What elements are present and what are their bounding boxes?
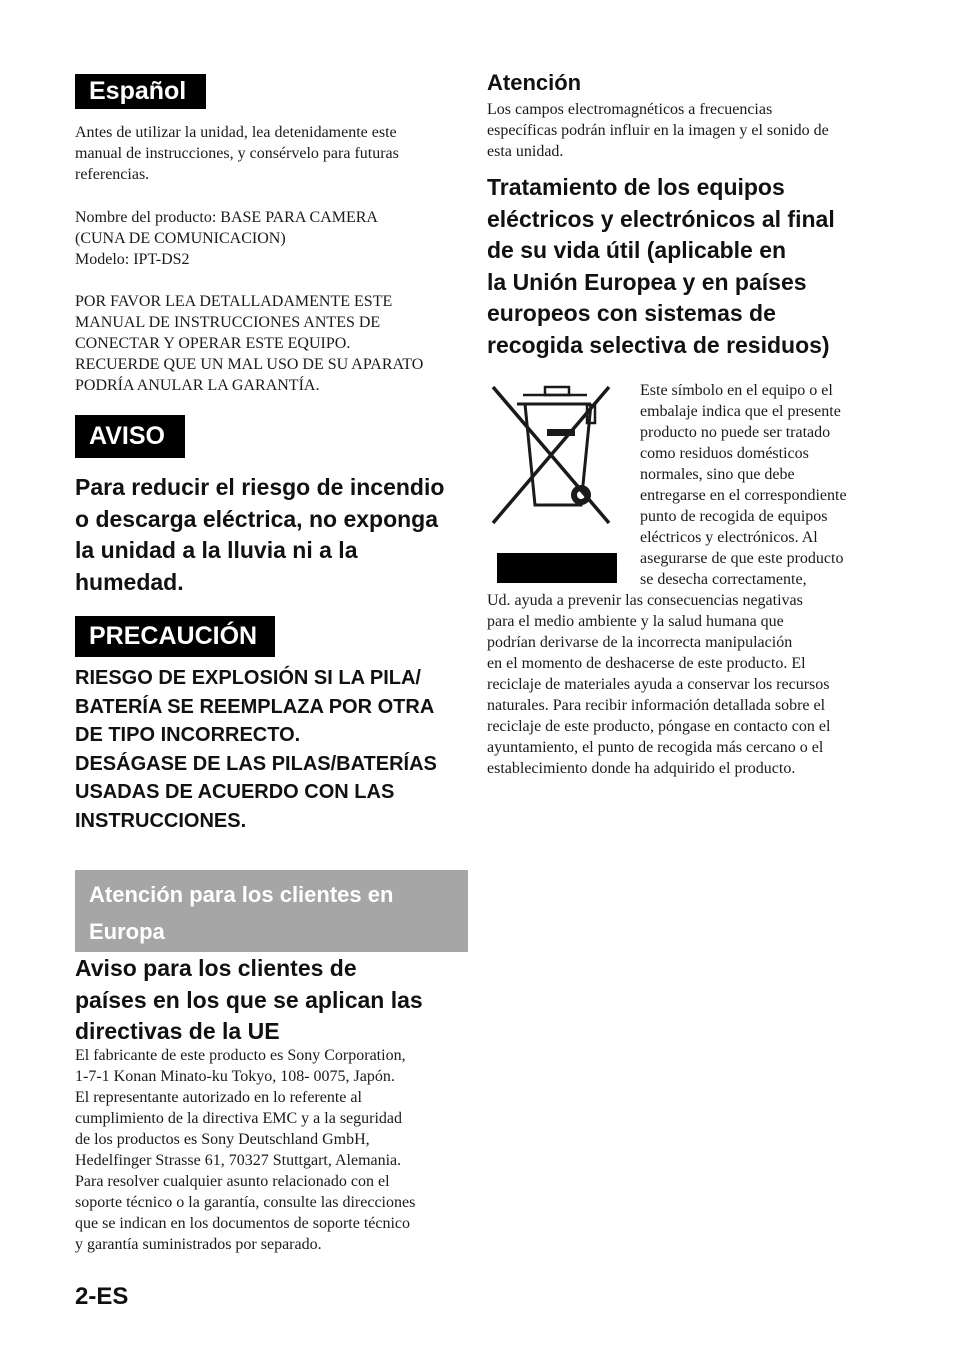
atencion-heading: Atención [487,70,582,95]
warning-caps-paragraph: POR FAVOR LEA DETALLADAMENTE ESTE MANUAL DE INSTRUCCIONES ANTES DE CONECTAR Y OPERAR ESTE EQUIPO. RECUERDE QUE UN MAL USO DE SU APARATO PODRÍA ANULAR LA GARANTÍA. [75,293,424,394]
atencion-paragraph: Los campos electromagnéticos a frecuencias específicas podrán influir en la imagen y el sonido de esta unidad. [487,101,829,160]
ue-heading: Aviso para los clientes de países en los que se aplican las directivas de la UE [75,955,423,1044]
precaucion-text: RIESGO DE EXPLOSIÓN SI LA PILA/ BATERÍA SE REEMPLAZA POR OTRA DE TIPO INCORRECTO. DESÁGASE DE LAS PILAS/BATERÍAS USADAS DE ACUERDO CON LAS INSTRUCCIONES. [75,667,437,832]
weee-side-paragraph: Este símbolo en el equipo o el embalaje indica que el presente producto no puede ser tratado como residuos domésticos normales, sino que debe entregarse en el correspondiente punto de recogida de equipos eléctricos y electrónicos. Al asegurarse de que este producto se desecha correctamente, [640,382,847,588]
weee-continued-paragraph: Ud. ayuda a prevenir las consecuencias negativas para el medio ambiente y la salud humana que podrían derivarse de la incorrecta manipulación en el momento de deshacerse de este producto. El reciclaje de materiales ayuda a conservar los recursos naturales. Para recibir información detallada sobre el reciclaje de este producto, póngase en contacto con el ayuntamiento, el punto de recogida más cercano o el establecimiento donde ha adquirido el producto. [487,592,831,777]
ue-paragraph: El fabricante de este producto es Sony Corporation, 1-7-1 Konan Minato-ku Tokyo, 108- 0075, Japón. El representante autorizado en lo referente al cumplimiento de la directiva EMC y a la seguridad de los productos es Sony Deutschland GmbH, Hedelfinger Strasse 61, 70327 Stuttgart, Alemania. Para resolver cualquier asunto relacionado con el soporte técnico o la garantía, consulte las direcciones que se indican en los documentos de soporte técnico y garantía suministrados por separado. [75,1047,416,1253]
aviso-text: Para reducir el riesgo de incendio o descarga eléctrica, no exponga la unidad a la lluvia ni a la humedad. [75,474,445,595]
aviso-heading: AVISO [75,415,185,458]
weee-heading: Tratamiento de los equipos eléctricos y electrónicos al final de su vida útil (aplicable en la Unión Europea y en países europeos con sistemas de recogida selectiva de residuos) [487,174,835,358]
precaucion-heading: PRECAUCIÓN [75,616,275,657]
intro-paragraph: Antes de utilizar la unidad, lea detenidamente este manual de instrucciones, y consérvelo para futuras referencias. [75,124,399,183]
product-info: Nombre del producto: BASE PARA CAMERA (CUNA DE COMUNICACION) Modelo: IPT-DS2 [75,209,378,268]
crossed-out-wheelie-bin-icon [487,377,617,587]
language-heading: Español [75,74,206,109]
page-number: 2-ES [75,1283,129,1310]
europe-section-box: Atención para los clientes en Europa [75,870,468,952]
